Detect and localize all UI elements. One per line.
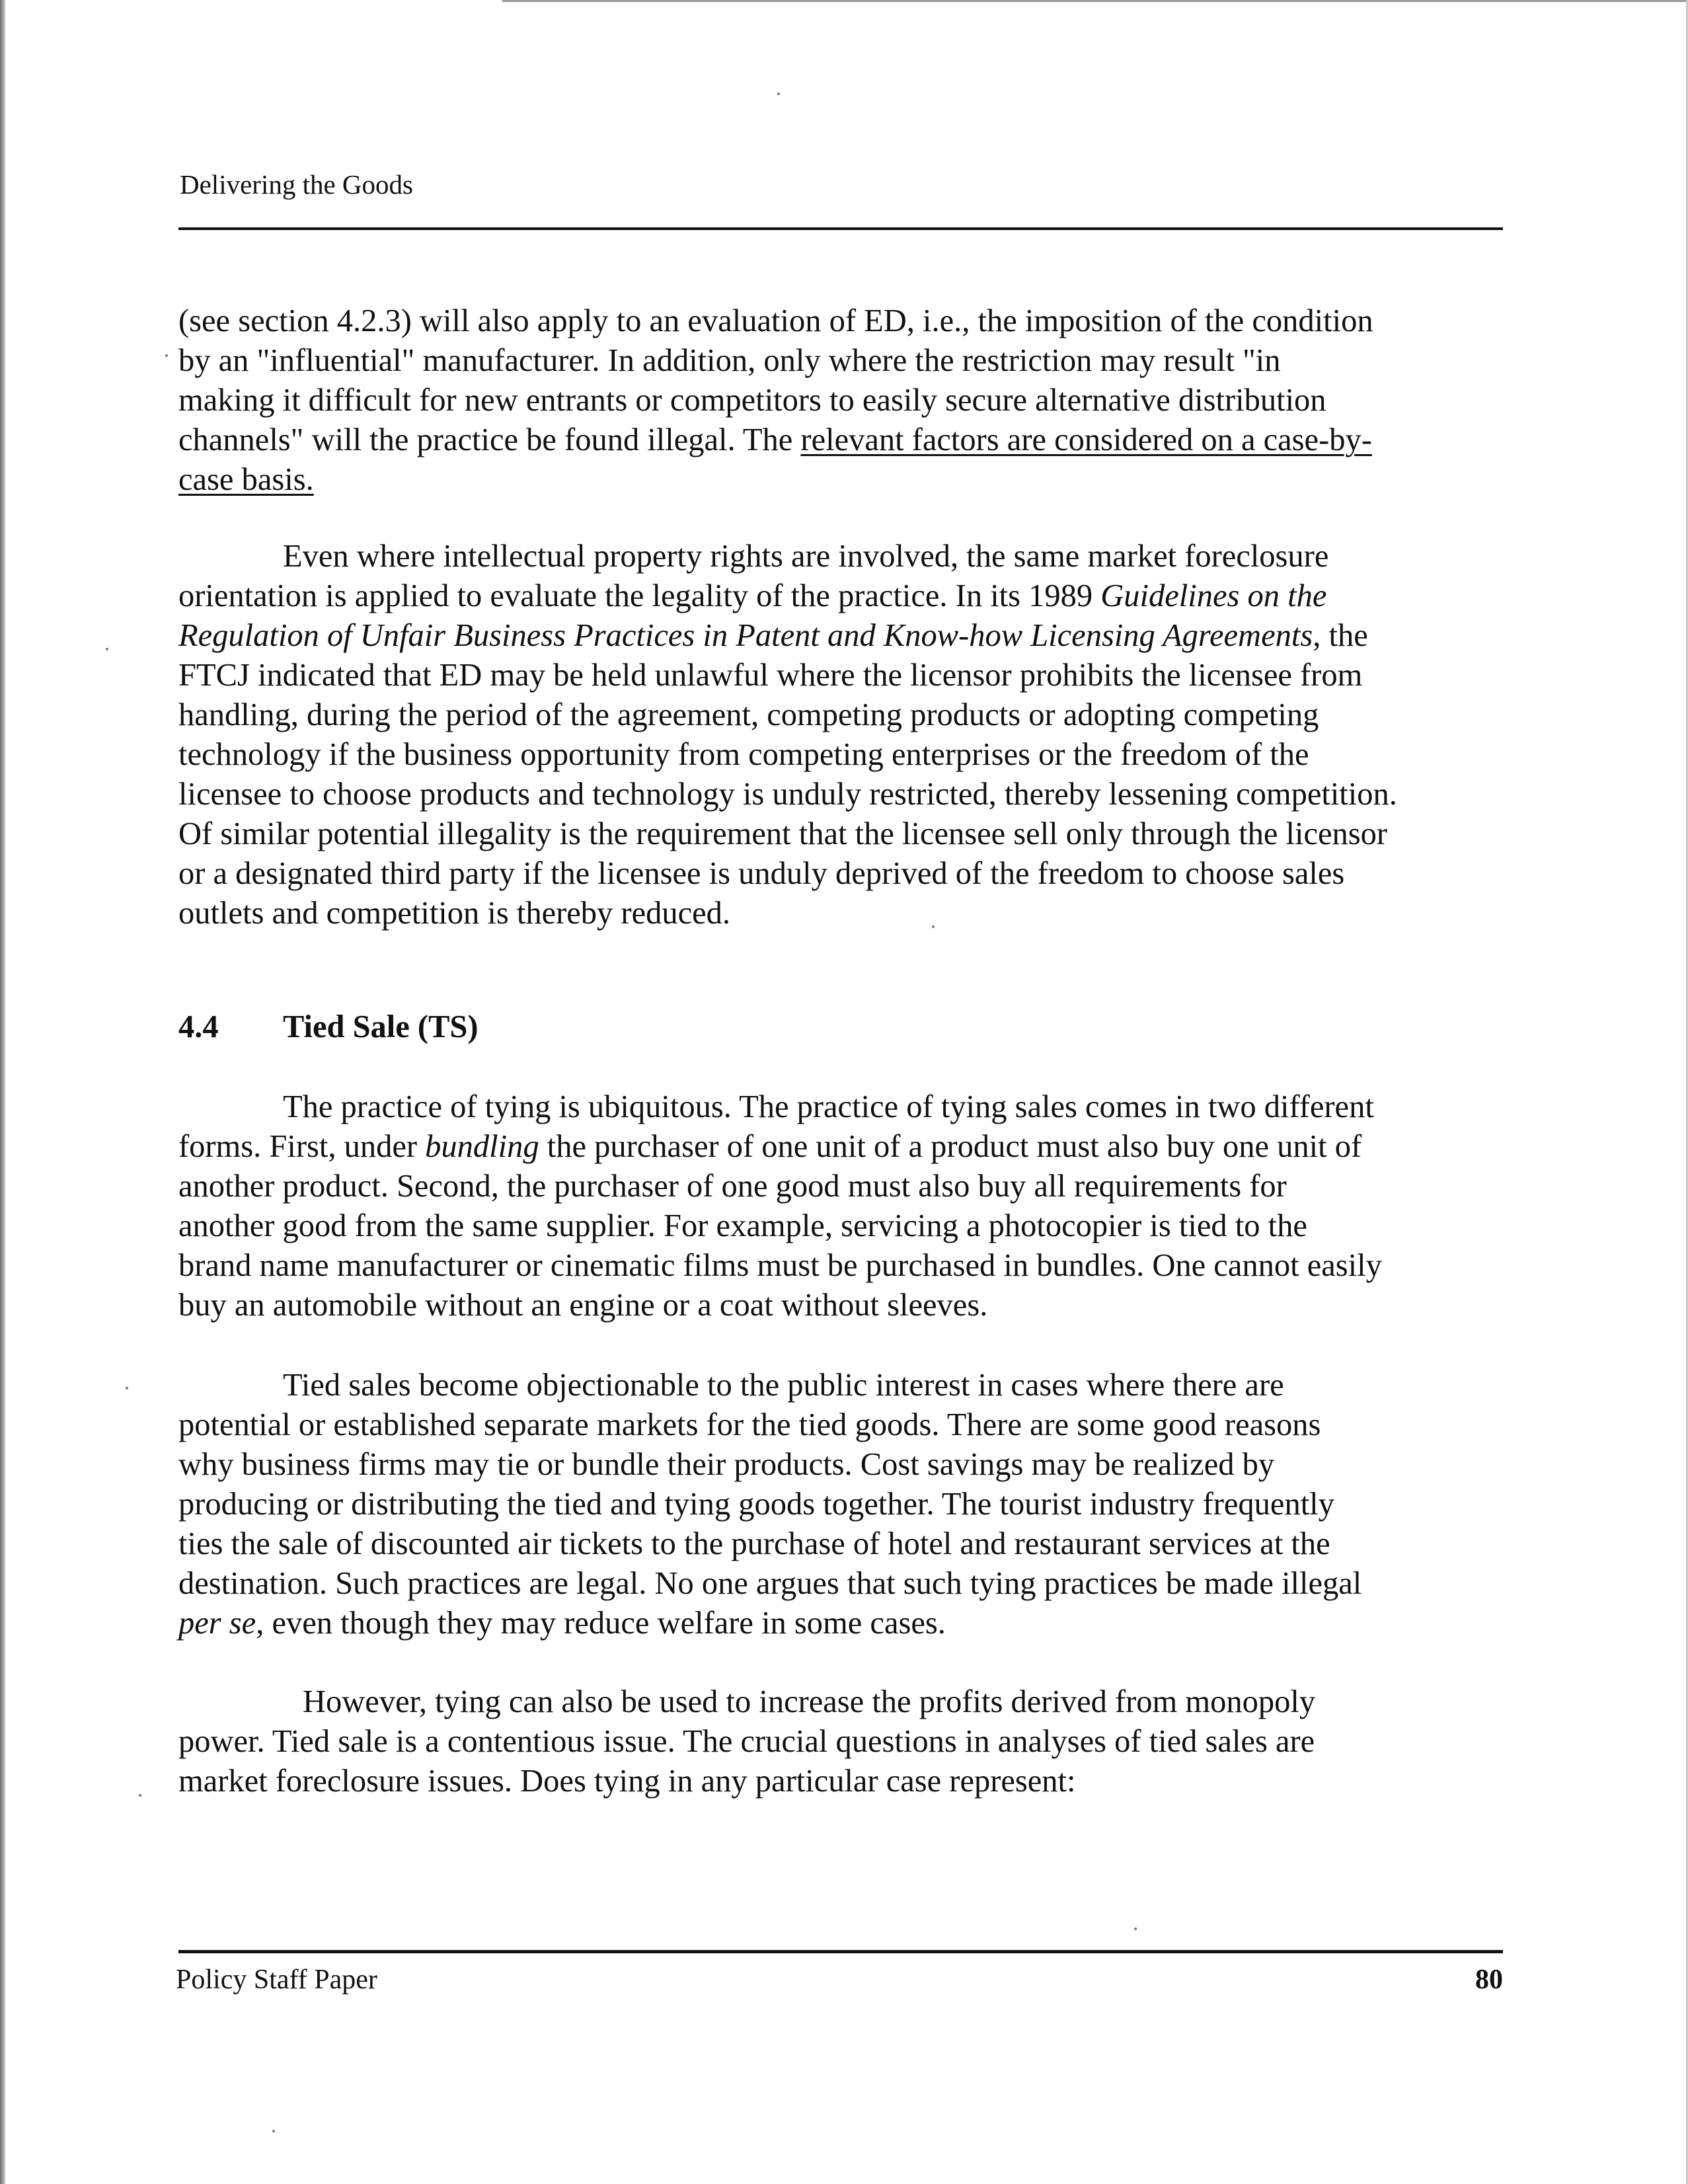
text-line: outlets and competition is thereby reduced. [178,896,731,931]
text-line: why business firms may tie or bundle their products. Cost savings may be realized by [178,1447,1275,1482]
text-line: by an "influential" manufacturer. In addition, only where the restriction may result "in [178,343,1281,378]
text-line: another product. Second, the purchaser of one good must also buy all requirements for [178,1169,1287,1204]
text-line: power. Tied sale is a contentious issue. The crucial questions in analyses of tied sales are [178,1724,1315,1759]
underlined-text: case basis. [178,462,314,497]
text-line: another good from the same supplier. For example, servicing a photocopier is tied to the [178,1208,1307,1243]
text-line: Of similar potential illegality is the requirement that the licensee sell only through the licensor [178,816,1388,851]
scan-speck [272,2130,275,2132]
text-line: potential or established separate markets for the tied goods. There are some good reasons [178,1407,1321,1442]
text-run: channels" will the practice be found illegal. The [178,422,801,457]
text-line: market foreclosure issues. Does tying in any particular case represent: [178,1764,1076,1799]
scan-top-edge [502,0,1688,2]
underlined-text: relevant factors are considered on a case-by- [800,422,1372,457]
text-line [178,1604,1503,1643]
text-line: or a designated third party if the licensee is unduly deprived of the freedom to choose sales [178,856,1345,891]
italic-title: Guidelines on the [1100,578,1327,613]
text-line [178,576,1503,616]
text-line [178,460,1503,500]
paragraph-4 [178,1366,1503,1643]
text-line: buy an automobile without an engine or a coat without sleeves. [178,1288,988,1323]
text-line: (see section 4.2.3) will also apply to an evaluation of ED, i.e., the imposition of the condition [178,303,1373,338]
text-line [178,420,1503,460]
page-number: 80 [1475,1965,1503,1995]
scan-left-edge [0,0,5,2184]
scan-speck [139,1794,141,1797]
text-run: orientation is applied to evaluate the legality of the practice. In its 1989 [178,578,1101,613]
text-line: making it difficult for new entrants or competitors to easily secure alternative distribution [178,383,1326,418]
text-line: licensee to choose products and technology is unduly restricted, thereby lessening competition. [178,777,1397,812]
footer-title: Policy Staff Paper [176,1965,377,1995]
section-title: Tied Sale (TS) [283,1009,479,1044]
running-header: Delivering the Goods [180,169,413,200]
text-line: FTCJ indicated that ED may be held unlawful where the licensor prohibits the licensee from [178,658,1363,693]
scan-speck [932,925,935,928]
scan-speck [1134,1928,1137,1930]
text-line [178,1127,1503,1167]
paragraph-1 [178,301,1503,500]
text-line: However, tying can also be used to increase the profits derived from monopoly [303,1684,1316,1719]
text-run: , even though they may reduce welfare in some cases. [256,1606,946,1641]
text-line: destination. Such practices are legal. No one argues that such tying practices be made illegal [178,1566,1362,1601]
paragraph-5 [178,1682,1503,1801]
italic-term: bundling [425,1129,539,1164]
scan-speck [106,648,108,650]
text-run: the purchaser of one unit of a product must also buy one unit of [539,1129,1362,1164]
italic-term: per se [178,1606,256,1641]
text-line: The practice of tying is ubiquitous. The practice of tying sales comes in two different [283,1089,1374,1124]
italic-title: Regulation of Unfair Business Practices in Patent and Know-how Licensing Agreements [178,618,1313,653]
text-line: Tied sales become objectionable to the public interest in cases where there are [283,1368,1284,1403]
footer-rule [178,1950,1503,1953]
section-number: 4.4 [178,1009,219,1044]
scan-speck [165,354,168,357]
scan-speck [777,93,780,95]
text-line: technology if the business opportunity from competing enterprises or the freedom of the [178,737,1309,772]
text-line: brand name manufacturer or cinematic films must be purchased in bundles. One cannot easily [178,1248,1382,1283]
section-heading [178,1007,479,1047]
header-rule [178,227,1503,230]
paragraph-2 [178,537,1503,933]
scan-speck [126,1387,128,1389]
text-line: producing or distributing the tied and tying goods together. The tourist industry frequently [178,1487,1334,1522]
text-line: handling, during the period of the agreement, competing products or adopting competing [178,697,1319,732]
text-run: , the [1313,618,1368,653]
text-line [178,616,1503,656]
text-line: Even where intellectual property rights are involved, the same market foreclosure [283,539,1329,574]
text-run: forms. First, under [178,1129,426,1164]
paragraph-3 [178,1087,1503,1325]
text-line: ties the sale of discounted air tickets to the purchase of hotel and restaurant services at the [178,1526,1330,1561]
